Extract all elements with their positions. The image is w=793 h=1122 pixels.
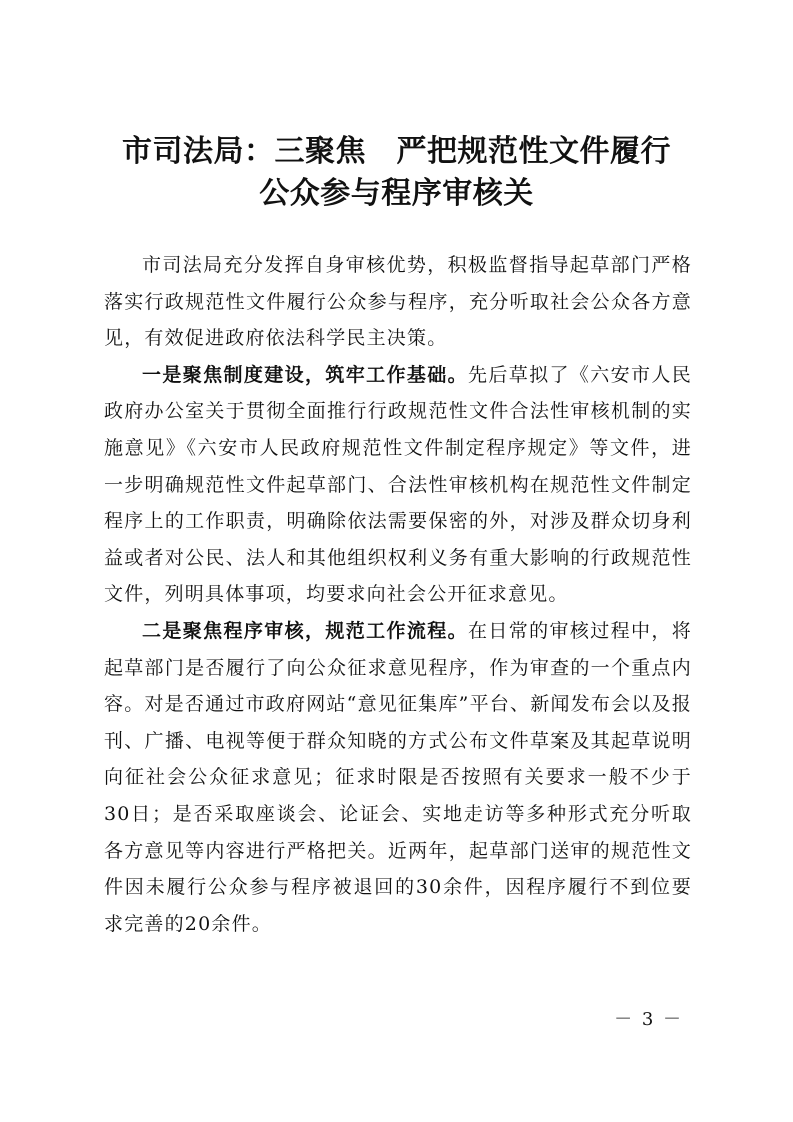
page-number: － 3 － — [614, 1009, 683, 1030]
paragraph-2-text: 在日常的审核过程中，将起草部门是否履行了向公众征求意见程序，作为审查的一个重点内容。对是否通过市政府网站“意见征集库”平台、新闻发布会以及报刊、广播、电视等便于群众知晓的方式公布文件草案及其起草说明向征社会公众征求意见；征求时限是否按照有关要求一般不少于30日；是否采取座谈会、论证会、实地走访等多种形式充分听取各方意见等内容进行严格把关。近两年，起草部门送审的规范性文件因未履行公众参与程序被退回的30余件，因程序履行不到位要求完善的20余件。 — [104, 619, 692, 935]
article-body — [104, 247, 692, 942]
paragraph-1 — [104, 357, 692, 613]
paragraph-2-lead: 二是聚焦程序审核，规范工作流程。 — [142, 619, 469, 642]
title-line-2: 公众参与程序审核关 — [259, 176, 534, 211]
title-line-1: 市司法局：三聚焦 严把规范性文件履行 — [122, 134, 671, 169]
paragraph-1-lead: 一是聚焦制度建设，筑牢工作基础。 — [142, 363, 469, 386]
paragraph-1-text: 先后草拟了《六安市人民政府办公室关于贯彻全面推行行政规范性文件合法性审核机制的实施意见》《六安市人民政府规范性文件制定程序规定》等文件，进一步明确规范性文件起草部门、合法性审核机构在规范性文件制定程序上的工作职责，明确除依法需要保密的外，对涉及群众切身利益或者对公民、法人和其他组织权利义务有重大影响的行政规范性文件，列明具体事项，均要求向社会公开征求意见。 — [104, 363, 692, 606]
paragraph-intro: 市司法局充分发挥自身审核优势，积极监督指导起草部门严格落实行政规范性文件履行公众参与程序，充分听取社会公众各方意见，有效促进政府依法科学民主决策。 — [104, 254, 692, 350]
paragraph-2 — [104, 613, 692, 942]
